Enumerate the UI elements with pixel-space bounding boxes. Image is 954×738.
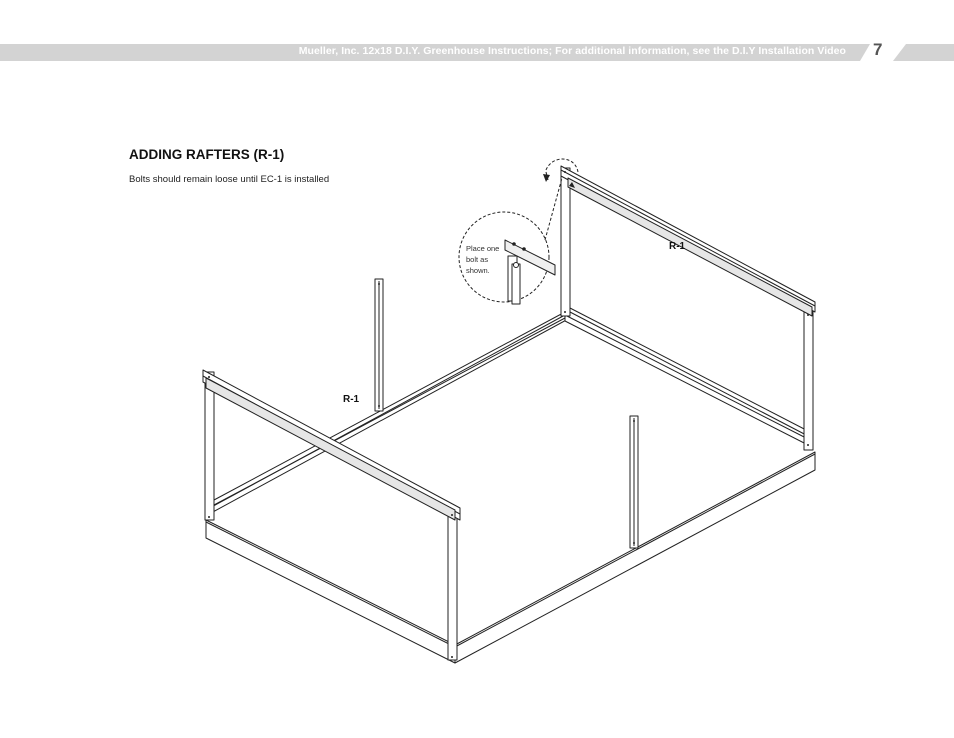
callout-line-3: shown. [466,266,490,275]
rafter-post-left [375,279,383,411]
callout-line-2: bolt as [466,255,489,264]
back-end-wall [561,166,815,450]
label-r1-back: R-1 [669,241,686,252]
rafter-post-right [630,416,638,548]
label-r1-front: R-1 [343,394,360,405]
floor-frame [206,308,815,663]
section-title: ADDING RAFTERS (R-1) [129,147,285,162]
detail-callout [459,159,578,304]
page-number: 7 [873,40,883,59]
callout-line-1: Place one [466,244,500,253]
front-end-wall [203,370,460,660]
section-note: Bolts should remain loose until EC-1 is installed [129,174,330,185]
header-title: Mueller, Inc. 12x18 D.I.Y. Greenhouse Instructions; For additional information, see the D.I.Y Installation Video [298,45,846,57]
